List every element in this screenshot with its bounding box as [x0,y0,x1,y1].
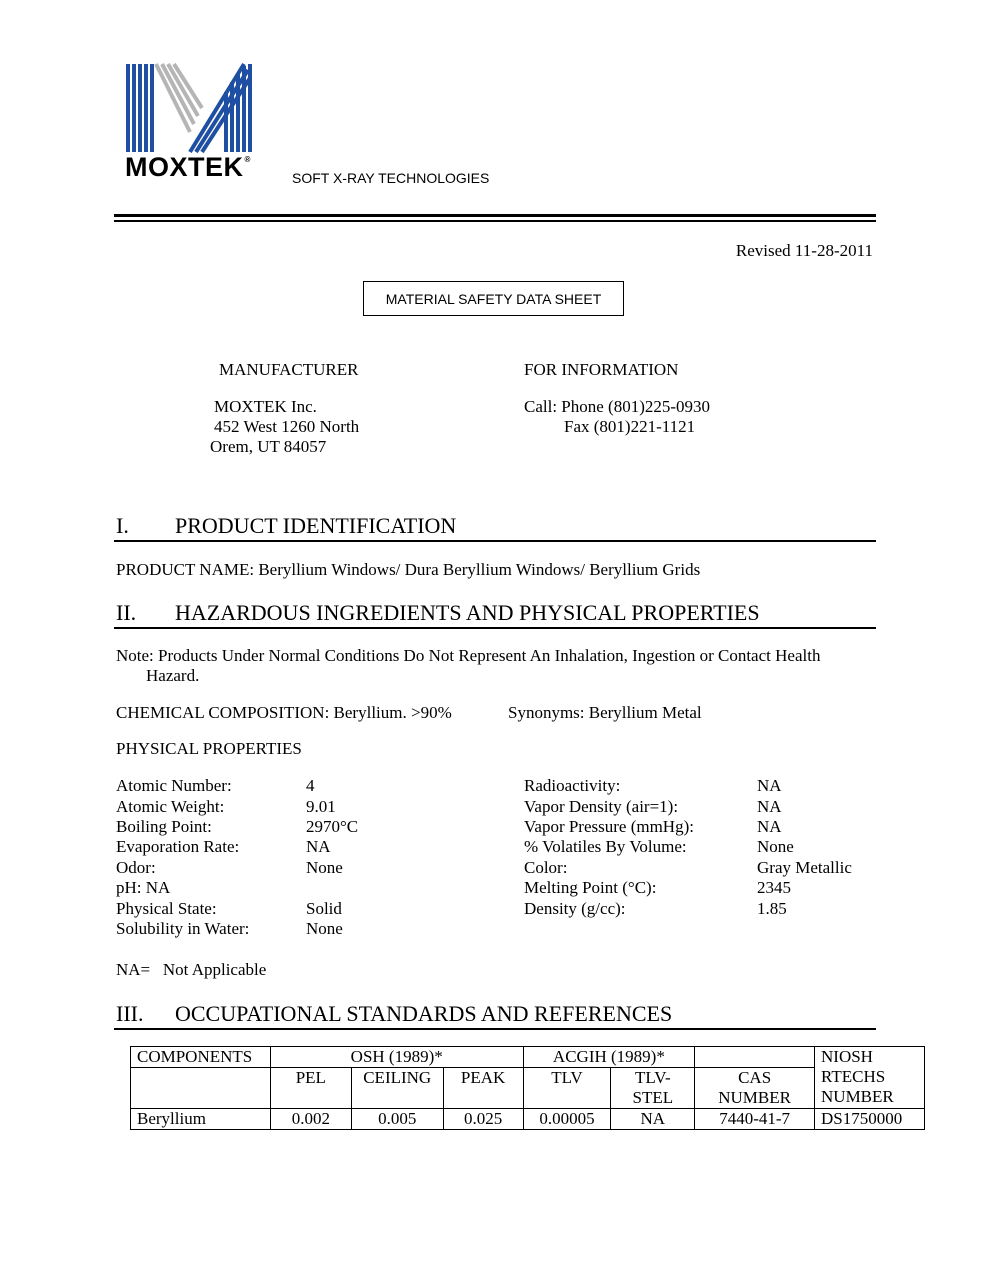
header-tlv-stel [611,1068,695,1109]
revised-date: Revised 11-28-2011 [735,241,873,260]
prop-label: Physical State: [116,899,217,918]
hazard-note-line-1: Note: Products Under Normal Conditions Do Not Represent An Inhalation, Ingestion or Contact Health [116,646,821,665]
header-blank [695,1047,815,1068]
section-2-number: II. [116,600,137,625]
manufacturer-name: MOXTEK Inc. [214,397,317,416]
product-name: PRODUCT NAME: Beryllium Windows/ Dura Beryllium Windows/ Beryllium Grids [116,560,701,579]
prop-label: Density (g/cc): [524,899,626,918]
na-note [116,960,266,980]
prop-label: Melting Point (°C): [524,878,657,897]
synonyms: Synonyms: Beryllium Metal [508,703,702,722]
prop-label: Solubility in Water: [116,919,250,938]
standards-table [130,1046,925,1130]
header-tlv-stel-1: TLV- [635,1068,671,1087]
prop-label: Vapor Density (air=1): [524,797,679,816]
table-row [131,1109,925,1130]
prop-label: Atomic Number: [116,776,232,795]
table-header-row [131,1047,925,1068]
cell-component: Beryllium [131,1109,271,1130]
manufacturer-address-1: 452 West 1260 North [214,417,360,436]
header-rule-thin [114,220,876,222]
section-2-title: HAZARDOUS INGREDIENTS AND PHYSICAL PROPERTIES [175,600,760,625]
header-niosh-3: NUMBER [821,1087,894,1106]
info-fax: Fax (801)221-1121 [564,417,696,436]
header-tlv: TLV [523,1068,611,1109]
tagline: SOFT X-RAY TECHNOLOGIES [292,170,490,186]
section-2-rule [114,627,876,629]
header-tlv-stel-2: STEL [632,1088,674,1107]
prop-value: 1.85 [757,899,787,918]
prop-value: NA [757,776,782,795]
cell-ceiling: 0.005 [351,1109,443,1130]
header-niosh [815,1047,925,1109]
section-3-rule [114,1028,876,1030]
header-niosh-2: RTECHS [821,1067,886,1086]
header-cas [695,1068,815,1109]
info-phone: Call: Phone (801)225-0930 [524,397,711,416]
header-cas-1: CAS [738,1068,772,1087]
header-rule-thick [114,214,876,217]
header-osh: OSH (1989)* [270,1047,523,1068]
section-3-title: OCCUPATIONAL STANDARDS AND REFERENCES [175,1001,673,1026]
table-subheader-row [131,1068,925,1109]
prop-value: Solid [306,899,342,918]
chemical-composition: CHEMICAL COMPOSITION: Beryllium. >90% [116,703,452,722]
prop-label: % Volatiles By Volume: [524,837,687,856]
subheader-blank [131,1068,271,1109]
prop-label: pH: NA [116,878,171,897]
logo-text: MOXTEK [125,152,244,182]
prop-label: Boiling Point: [116,817,212,836]
header-acgih: ACGIH (1989)* [523,1047,695,1068]
hazard-note-line-2: Hazard. [146,666,200,685]
prop-label: Odor: [116,858,156,877]
manufacturer-heading: MANUFACTURER [219,360,359,379]
prop-value: NA [757,817,782,836]
header-ceiling: CEILING [351,1068,443,1109]
header-niosh-1: NIOSH [821,1047,873,1066]
cell-niosh: DS1750000 [815,1109,925,1130]
logo-wordmark [125,152,251,183]
cell-pel: 0.002 [270,1109,351,1130]
prop-value: 9.01 [306,797,336,816]
na-note-text: NA= Not Applicable [116,960,267,979]
header-components: COMPONENTS [131,1047,271,1068]
prop-value: None [306,858,343,877]
moxtek-logo-icon [124,62,254,154]
prop-value: None [757,837,794,856]
prop-value: 2345 [757,878,791,897]
cell-tlv: 0.00005 [523,1109,611,1130]
prop-label: Atomic Weight: [116,797,225,816]
header-peak: PEAK [443,1068,523,1109]
prop-label: Color: [524,858,568,877]
section-1-number: I. [116,513,129,538]
registered-mark: ® [244,155,251,164]
prop-label: Evaporation Rate: [116,837,240,856]
section-1-rule [114,540,876,542]
cell-peak: 0.025 [443,1109,523,1130]
section-3-number: III. [116,1001,144,1026]
prop-value: Gray Metallic [757,858,852,877]
prop-label: Vapor Pressure (mmHg): [524,817,694,836]
prop-value: NA [757,797,782,816]
prop-value: NA [306,837,331,856]
prop-value: 4 [306,776,315,795]
header-pel: PEL [270,1068,351,1109]
info-heading: FOR INFORMATION [524,360,679,379]
section-1-title: PRODUCT IDENTIFICATION [175,513,457,538]
cell-tlv-stel: NA [611,1109,695,1130]
prop-value: None [306,919,343,938]
prop-value: 2970°C [306,817,359,836]
manufacturer-address-2: Orem, UT 84057 [210,437,327,456]
document-title: MATERIAL SAFETY DATA SHEET [363,281,624,316]
cell-cas: 7440-41-7 [695,1109,815,1130]
physical-properties-heading: PHYSICAL PROPERTIES [116,739,302,758]
header-cas-2: NUMBER [718,1088,791,1107]
prop-label: Radioactivity: [524,776,621,795]
